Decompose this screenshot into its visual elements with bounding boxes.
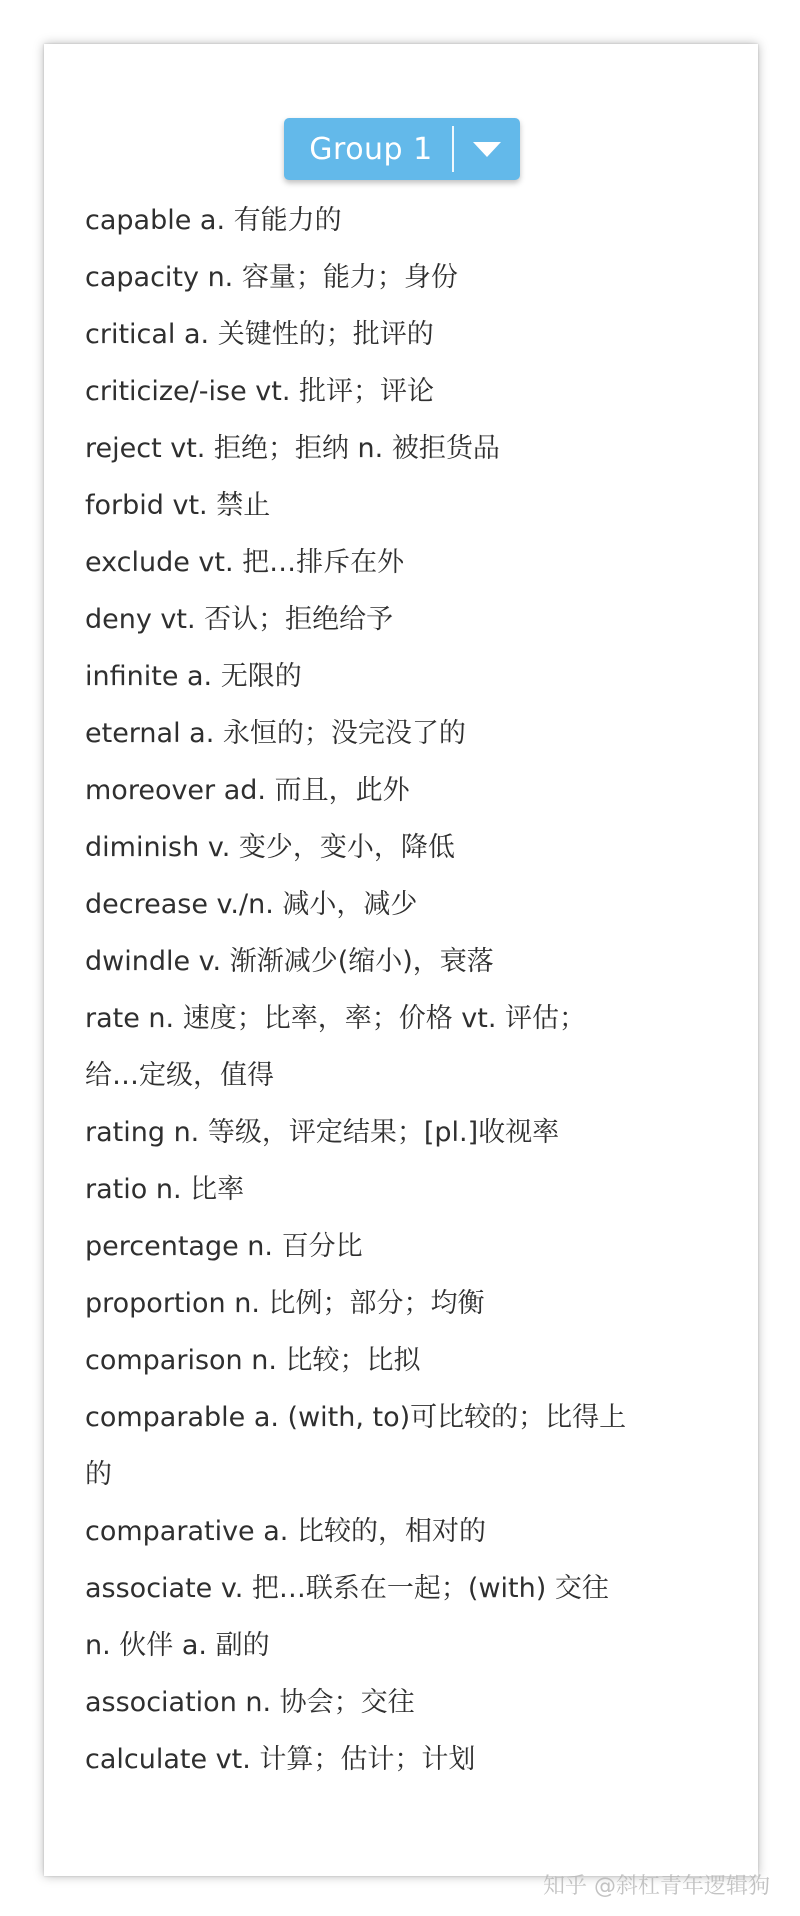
list-item: comparable a. (with, to)可比较的；比得上	[85, 1402, 627, 1433]
list-item: ratio n. 比率	[85, 1174, 245, 1205]
list-item: percentage n. 百分比	[85, 1231, 363, 1262]
list-item: 给…定级，值得	[85, 1060, 274, 1091]
list-item: associate v. 把…联系在一起；(with) 交往	[85, 1573, 609, 1604]
list-item: decrease v./n. 减小，减少	[85, 889, 418, 920]
chevron-down-icon	[473, 142, 501, 157]
list-item: n. 伙伴 a. 副的	[85, 1630, 270, 1661]
vocabulary-card	[44, 44, 758, 1876]
list-item: forbid vt. 禁止	[85, 490, 271, 521]
group-selector[interactable]	[284, 118, 520, 180]
list-item: comparison n. 比较；比拟	[85, 1345, 421, 1376]
group-label: Group 1	[309, 131, 433, 167]
dropdown-toggle[interactable]	[454, 118, 520, 180]
list-item: dwindle v. 渐渐减少(缩小)，衰落	[85, 946, 494, 977]
list-item: proportion n. 比例；部分；均衡	[85, 1288, 485, 1319]
list-item: rating n. 等级，评定结果；[pl.]收视率	[85, 1117, 560, 1148]
watermark: 知乎 @斜杠青年逻辑狗	[543, 1874, 770, 1899]
list-item: association n. 协会；交往	[85, 1687, 415, 1718]
list-item: eternal a. 永恒的；没完没了的	[85, 718, 466, 749]
list-item: 的	[85, 1459, 112, 1490]
list-item: infinite a. 无限的	[85, 661, 302, 692]
list-item: reject vt. 拒绝；拒纳 n. 被拒货品	[85, 433, 500, 464]
list-item: moreover ad. 而且，此外	[85, 775, 410, 806]
list-item: exclude vt. 把…排斥在外	[85, 547, 405, 578]
list-item: criticize/-ise vt. 批评；评论	[85, 376, 434, 407]
word-list	[85, 192, 725, 1788]
list-item: critical a. 关键性的；批评的	[85, 319, 434, 350]
list-item: rate n. 速度；比率，率；价格 vt. 评估；	[85, 1003, 587, 1034]
list-item: calculate vt. 计算；估计；计划	[85, 1744, 476, 1775]
list-item: deny vt. 否认；拒绝给予	[85, 604, 394, 635]
list-item: comparative a. 比较的，相对的	[85, 1516, 486, 1547]
list-item: diminish v. 变少，变小，降低	[85, 832, 455, 863]
list-item: capacity n. 容量；能力；身份	[85, 262, 458, 293]
list-item: capable a. 有能力的	[85, 205, 342, 236]
